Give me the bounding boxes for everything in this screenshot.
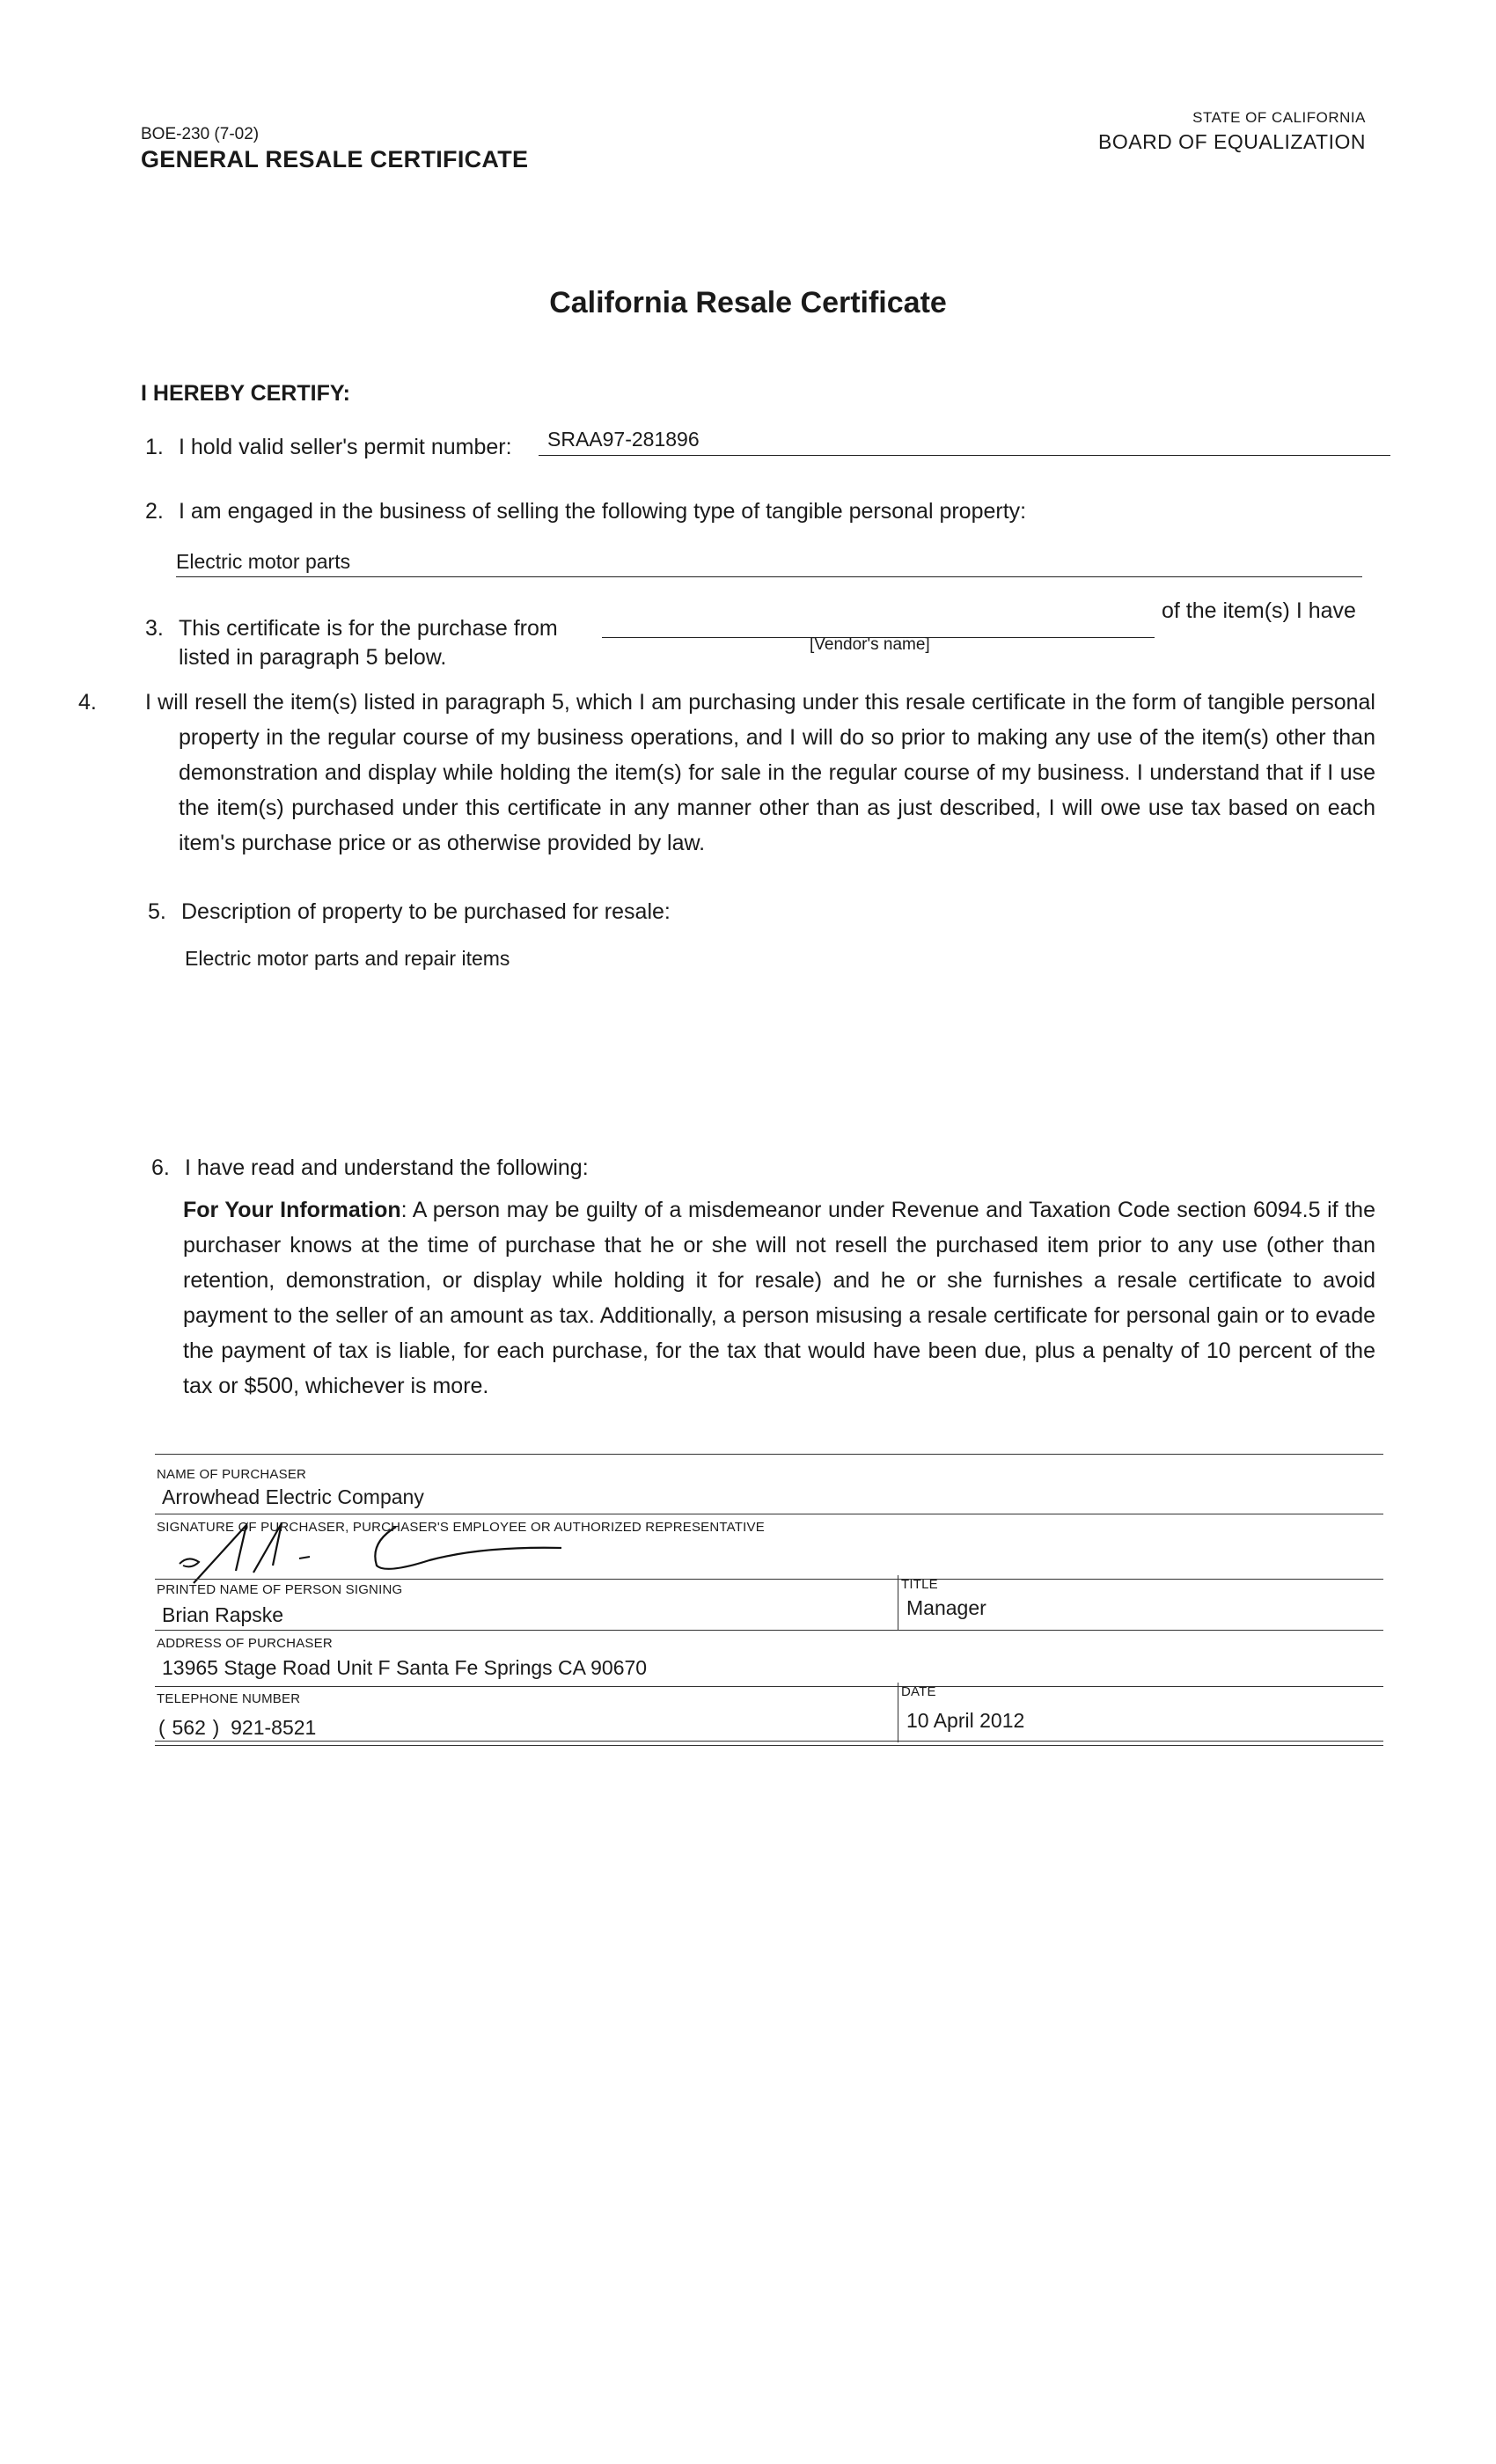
item-text: I have read and understand the following: [185,1155,589,1180]
address-value: 13965 Stage Road Unit F Santa Fe Springs CA 90670 [162,1656,648,1679]
item-number: 1. [145,435,164,459]
item-text: Description of property to be purchased for resale: [181,899,671,924]
info-label: For Your Information [183,1198,401,1222]
info-text: : A person may be guilty of a misdemeanor under Revenue and Taxation Code section 6094.5 if the purchaser knows at the time of purchase that he or she will not resell the purchased item prior to any use (other than retention, demonstration, or display while holding it for resale) and he or she furnishes a resale certificate to avoid payment to the seller of an amount as tax. Additionally, a person misusing a resale certificate for personal gain or to evade the payment of tax is liable, for each purchase, for the tax that would have been due, plus a penalty of 10 percent of the tax or $500, whichever is more. [183,1198,1375,1398]
permit-number-value: SRAA97-281896 [547,428,700,451]
phone-label: TELEPHONE NUMBER [157,1691,301,1706]
signature-row-line [155,1579,1383,1580]
item-2 [145,499,1026,524]
block-top-line [155,1454,1383,1455]
purchaser-name-value: Arrowhead Electric Company [162,1485,424,1508]
item-number: 2. [145,499,164,524]
item-4 [78,685,1375,861]
purchaser-name-label: NAME OF PURCHASER [157,1467,307,1482]
title-value: Manager [906,1596,986,1619]
phone-number: 921-8521 [231,1716,317,1739]
property-type-line [176,576,1362,577]
property-description-value: Electric motor parts and repair items [185,947,510,970]
date-label: DATE [901,1684,936,1699]
item-1 [145,435,512,460]
vendor-name-label: [Vendor's name] [810,635,930,654]
item-3 [145,616,558,642]
printed-name-row-line [155,1630,1383,1631]
form-id: BOE-230 (7-02) [141,125,260,143]
property-type-value: Electric motor parts [176,550,351,573]
permit-number-line [539,455,1390,456]
address-row-line [155,1686,1383,1687]
item-text: This certificate is for the purchase from [179,616,558,641]
agency-name: BOARD OF EQUALIZATION [1098,130,1366,153]
title-label: TITLE [901,1577,938,1592]
item-3-text-line2: listed in paragraph 5 below. [179,645,447,670]
item-5 [148,899,671,925]
item-6 [151,1155,589,1181]
certify-heading: I HEREBY CERTIFY: [141,381,350,406]
printed-name-value: Brian Rapske [162,1603,284,1626]
item-number: 3. [145,616,164,641]
form-name: GENERAL RESALE CERTIFICATE [141,146,529,172]
item-text: I am engaged in the business of selling the following type of tangible personal property: [179,499,1027,524]
information-notice [183,1192,1375,1404]
signature-label: SIGNATURE OF PURCHASER, PURCHASER'S EMPLOYEE OR AUTHORIZED REPRESENTATIVE [157,1520,765,1535]
printed-name-label: PRINTED NAME OF PERSON SIGNING [157,1582,403,1597]
item-number: 6. [151,1155,170,1180]
item-number: 5. [148,899,166,924]
block-bottom-line [155,1741,1383,1742]
block-bottom-line-double [155,1745,1383,1746]
date-value: 10 April 2012 [906,1709,1025,1732]
address-label: ADDRESS OF PURCHASER [157,1636,333,1651]
item-text: I hold valid seller's permit number: [179,435,512,459]
phone-area-code: 562 [172,1716,206,1739]
phone-value: ( 562 ) 921-8521 [158,1716,317,1739]
item-3-text-after: of the item(s) I have [1162,598,1356,623]
state-name: STATE OF CALIFORNIA [1192,109,1366,126]
item-number: 4. [78,690,97,715]
item-text: I will resell the item(s) listed in paragraph 5, which I am purchasing under this resale certificate in the form of tangible personal property in the regular course of my business operations, and I will do so prior to making any use of the item(s) other than demonstration and display while holding the item(s) for sale in the regular course of my business. I understand that if I use the item(s) purchased under this certificate in any manner other than as just described, I will owe use tax based on each item's purchase price or as otherwise provided by law. [145,690,1375,855]
document-title: California Resale Certificate [549,286,947,319]
signature-image [167,1518,660,1588]
